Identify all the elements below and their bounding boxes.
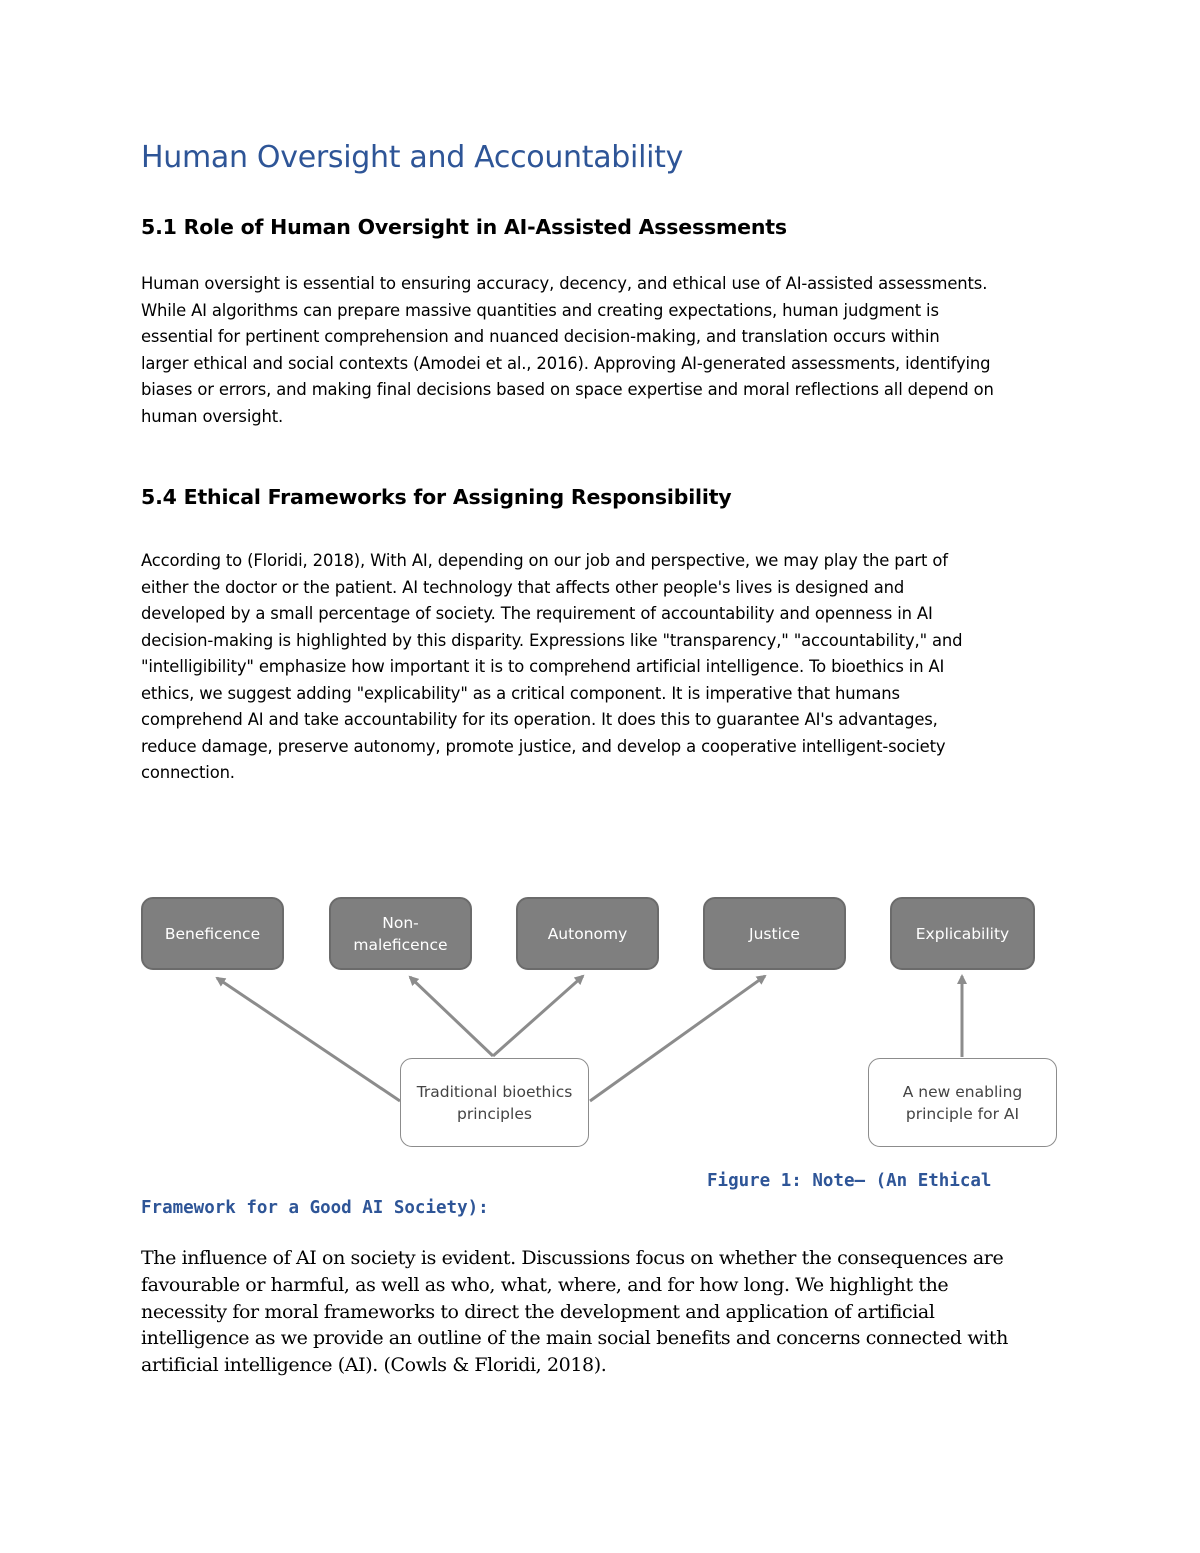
ethics-framework-diagram	[0, 880, 1200, 1170]
text-line: developed by a small percentage of society. The requirement of accountability and openness in AI	[141, 604, 933, 623]
principle-box-explicability	[890, 897, 1035, 970]
text-line: artificial intelligence (AI). (Cowls & Floridi, 2018).	[141, 1354, 607, 1377]
box-label: principle for AI	[905, 1104, 1020, 1123]
box-label: A new enabling	[902, 1082, 1023, 1101]
text-line: While AI algorithms can prepare massive quantities and creating expectations, human judgment is	[141, 300, 939, 320]
section-heading-5-4: 5.4 Ethical Frameworks for Assigning Responsibility	[141, 485, 732, 509]
text-line: necessity for moral frameworks to direct the development and application of artificial	[141, 1300, 935, 1323]
page-title: Human Oversight and Accountability	[141, 140, 684, 175]
text-line: essential for pertinent comprehension and nuanced decision-making, and translation occurs within	[141, 327, 940, 346]
principle-label: Justice	[749, 924, 800, 943]
principle-box-non-maleficence	[329, 897, 472, 970]
text-line: The influence of AI on society is evident. Discussions focus on whether the consequences are	[141, 1247, 1004, 1269]
box-label: Traditional bioethics	[416, 1082, 573, 1101]
text-line: connection.	[141, 763, 235, 782]
principle-box-justice	[703, 897, 846, 970]
principle-label: Beneficence	[164, 924, 261, 943]
closing-paragraph	[141, 1245, 1041, 1379]
section-5-1-paragraph	[141, 271, 1071, 430]
text-line: "intelligibility" emphasize how important it is to comprehend artificial intelligence. To bioethics in AI	[141, 657, 945, 676]
text-line: either the doctor or the patient. AI technology that affects other people's lives is designed and	[141, 577, 905, 597]
text-line: reduce damage, preserve autonomy, promote justice, and develop a cooperative intelligent-society	[141, 736, 946, 756]
text-line: larger ethical and social contexts (Amodei et al., 2016). Approving AI-generated assessments, identifying	[141, 353, 991, 373]
text-line: decision-making is highlighted by this disparity. Expressions like "transparency," "accountability," and	[141, 630, 963, 650]
section-heading-5-1: 5.1 Role of Human Oversight in AI-Assisted Assessments	[141, 215, 787, 239]
principle-box-autonomy	[516, 897, 659, 970]
text-line: Human oversight is essential to ensuring accuracy, decency, and ethical use of AI-assisted assessments.	[141, 274, 988, 293]
figure-caption-line-2: Framework for a Good AI Society):	[141, 1198, 489, 1218]
text-line: intelligence as we provide an outline of the main social benefits and concerns connected with	[141, 1327, 1008, 1350]
box-label: principles	[457, 1104, 532, 1123]
new-enabling-principle-box	[868, 1058, 1057, 1147]
arrow-to-non-maleficence	[410, 977, 493, 1056]
section-5-4-paragraph	[141, 548, 1071, 787]
text-line: biases or errors, and making final decisions based on space expertise and moral reflections all depend on	[141, 380, 994, 399]
arrow-to-autonomy	[493, 976, 583, 1056]
principle-label: Explicability	[915, 924, 1010, 943]
text-line: favourable or harmful, as well as who, what, where, and for how long. We highlight the	[141, 1273, 949, 1296]
principle-label: maleficence	[353, 935, 448, 954]
figure-caption-line-1: Figure 1: Note— (An Ethical	[707, 1171, 992, 1191]
principle-label: Autonomy	[547, 924, 628, 943]
text-line: ethics, we suggest adding "explicability" as a critical component. It is imperative that humans	[141, 683, 900, 703]
principle-label: Non-	[382, 913, 419, 932]
traditional-bioethics-box	[400, 1058, 589, 1147]
principle-box-beneficence	[141, 897, 284, 970]
arrow-to-justice	[590, 976, 765, 1101]
arrow-to-beneficence	[217, 978, 400, 1101]
text-line: human oversight.	[141, 406, 284, 426]
text-line: comprehend AI and take accountability for its operation. It does this to guarantee AI's advantages,	[141, 710, 938, 729]
text-line: According to (Floridi, 2018), With AI, depending on our job and perspective, we may play the part of	[141, 551, 948, 570]
